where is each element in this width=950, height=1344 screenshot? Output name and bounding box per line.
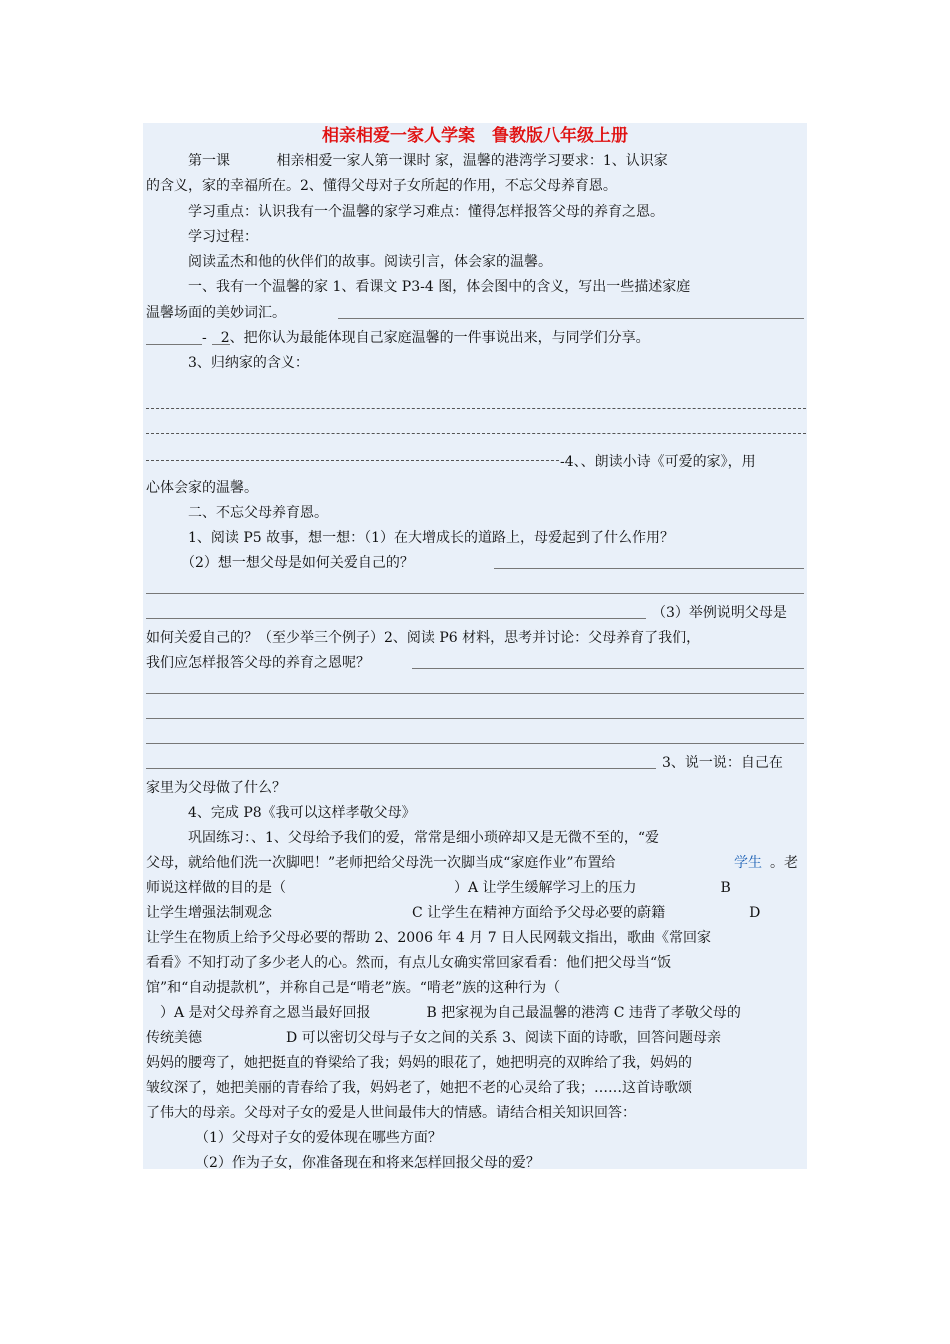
text-line: 学习重点：认识我有一个温馨的家学习难点：懂得怎样报答父母的养育之恩。: [146, 204, 664, 220]
text-line: 第一课 相亲相爱一家人第一课时 家，温馨的港湾学习要求：1、认识家: [146, 153, 668, 169]
answer-blank: [146, 718, 804, 719]
text-line: （1）父母对子女的爱体现在哪些方面？: [146, 1130, 442, 1146]
text-line: 家里为父母做了什么？: [146, 780, 286, 796]
text-line: （3）举例说明父母是: [652, 605, 787, 621]
text-line: 一、我有一个温馨的家 1、看课文 P3-4 图，体会图中的含义，写出一些描述家庭: [146, 279, 691, 295]
text-line: 学习过程：: [146, 229, 258, 245]
text-line: 3、说一说：自己在: [662, 755, 783, 771]
text-line: 阅读孟杰和他的伙伴们的故事。阅读引言，体会家的温馨。: [146, 254, 552, 270]
answer-blank: [212, 344, 230, 345]
text-line: 馆”和“自动提款机”，并称自己是“啃老”族。“啃老”族的这种行为（: [146, 980, 561, 996]
answer-blank: [412, 668, 804, 669]
text-line: 4、完成 P8《我可以这样孝敬父母》: [146, 805, 416, 821]
text-line: 了伟大的母亲。父母对子女的爱是人世间最伟大的情感。请结合相关知识回答：: [146, 1105, 636, 1121]
document-title: 相亲相爱一家人学案 鲁教版八年级上册: [322, 126, 628, 146]
answer-blank: [146, 743, 804, 744]
link-student[interactable]: 学生: [734, 855, 762, 871]
answer-blank: [146, 593, 804, 594]
answer-blank: [338, 318, 804, 319]
text-line: 心体会家的温馨。: [146, 480, 258, 496]
text-line: 传统美德 D 可以密切父母与子女之间的关系 3、阅读下面的诗歌，回答问题母亲: [146, 1030, 722, 1046]
text-line: 巩固练习：、1、父母给予我们的爱，常常是细小琐碎却又是无微不至的，“爱: [146, 830, 660, 846]
text-line: ）A 是对父母养育之恩当最好回报 B 把家视为自己最温馨的港湾 C 违背了孝敬父母的: [146, 1005, 741, 1021]
text-line: 父母，就给他们洗一次脚吧！”老师把给父母洗一次脚当成“家庭作业”布置给: [146, 855, 616, 871]
text-line: （2）作为子女，你准备现在和将来怎样回报父母的爱？: [146, 1155, 540, 1171]
text-line: 妈妈的腰弯了，她把挺直的脊梁给了我；妈妈的眼花了，她把明亮的双眸给了我，妈妈的: [146, 1055, 692, 1071]
answer-blank: [146, 768, 656, 769]
answer-blank: [494, 568, 804, 569]
text-line: 让学生增强法制观念 C 让学生在精神方面给予父母必要的蔚籍 D: [146, 905, 761, 921]
text-line: 如何关爱自己的？（至少举三个例子）2、阅读 P6 材料，思考并讨论：父母养育了我们，: [146, 630, 701, 646]
answer-blank: [146, 693, 804, 694]
answer-dash-line: [146, 460, 559, 461]
answer-blank: [146, 344, 202, 345]
answer-dash-line: [146, 408, 806, 409]
answer-dash-line: [146, 433, 806, 434]
text-line: 二、不忘父母养育恩。: [146, 505, 328, 521]
text-line: （2）想一想父母是如何关爱自己的？: [146, 555, 414, 571]
text-line: 温馨场面的美妙词汇。: [146, 305, 286, 321]
text-line: 。老: [770, 855, 798, 871]
text-line: -4、、朗读小诗《可爱的家》，用: [560, 454, 756, 470]
text-line: 师说这样做的目的是（ ）A 让学生缓解学习上的压力 B: [146, 880, 731, 896]
text-line: 1、阅读 P5 故事，想一想：（1）在大增成长的道路上，母爱起到了什么作用？: [146, 530, 675, 546]
text-line: 我们应怎样报答父母的养育之恩呢？: [146, 655, 370, 671]
text-line: - 2、把你认为最能体现自己家庭温馨的一件事说出来，与同学们分享。: [202, 330, 650, 346]
text-line: 3、归纳家的含义：: [146, 355, 309, 371]
text-line: 的含义，家的幸福所在。2、懂得父母对子女所起的作用，不忘父母养育恩。: [146, 178, 617, 194]
text-line: 让学生在物质上给予父母必要的帮助 2、2006 年 4 月 7 日人民网载文指出，歌曲《常回家: [146, 930, 712, 946]
answer-blank: [146, 618, 646, 619]
text-line: 看看》不知打动了多少老人的心。然而，有点儿女确实常回家看看：他们把父母当“饭: [146, 955, 672, 971]
text-line: 皱纹深了，她把美丽的青春给了我，妈妈老了，她把不老的心灵给了我；……这首诗歌颂: [146, 1080, 692, 1096]
